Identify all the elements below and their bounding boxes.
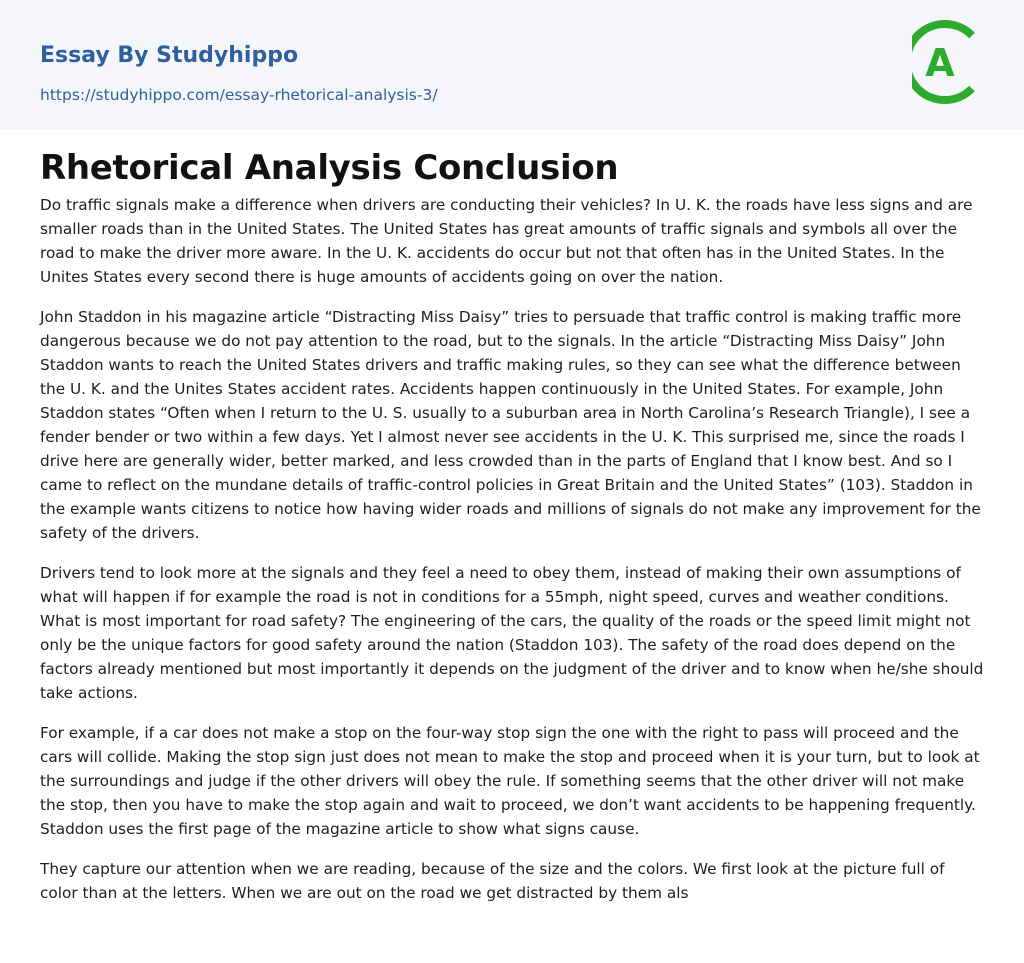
- page-title: Rhetorical Analysis Conclusion: [40, 148, 619, 188]
- article-paragraph: They capture our attention when we are reading, because of the size and the colors. We first look at the picture full of color than at the letters. When we are out on the road we get distracted by them als: [40, 860, 945, 902]
- article-paragraph: John Staddon in his magazine article “Distracting Miss Daisy” tries to persuade that traffic control is making traffic more dangerous because we do not pay attention to the road, but to the signals. In the article “Distracting Miss Daisy” John Staddon wants to reach the United States drivers and traffic making rules, so they can see what the difference between the U. K. and the Unites States accident rates. Accidents happen continuously in the United States. For example, John Staddon states “Often when I return to the U. S. usually to a suburban area in North Carolina’s Research Triangle), I see a fender bender or two within a few days. Yet I almost never see accidents in the U. K. This surprised me, since the roads I drive here are generally wider, better marked, and less crowded than in the parts of England that I know best. And so I came to reflect on the mundane details of traffic-control policies in Great Britain and the United States” (103). Staddon in the example wants citizens to notice how having wider roads and millions of signals do not make any improvement for the safety of the drivers.: [40, 308, 981, 542]
- article-paragraph: Do traffic signals make a difference when drivers are conducting their vehicles? In U. K. the roads have less signs and are smaller roads than in the United States. The United States has great amounts of traffic signals and symbols all over the road to make the driver more aware. In the U. K. accidents do occur but not that often has in the United States. In the Unites States every second there is huge amounts of accidents going on over the nation.: [40, 196, 973, 286]
- studyhippo-logo-icon[interactable]: [912, 18, 988, 106]
- site-header: [0, 0, 1024, 129]
- logo-letter: A: [925, 41, 955, 85]
- article-paragraph: For example, if a car does not make a stop on the four-way stop sign the one with the right to pass will proceed and the cars will collide. Making the stop sign just does not mean to make the stop and proceed when it is your turn, but to look at the surroundings and judge if the other drivers will obey the rule. If something seems that the other driver will not make the stop, then you have to make the stop again and wait to proceed, we don’t want accidents to be happening frequently. Staddon uses the first page of the magazine article to show what signs cause.: [40, 724, 980, 838]
- essay-url-link[interactable]: https://studyhippo.com/essay-rhetorical-analysis-3/: [40, 86, 438, 104]
- article-paragraph: Drivers tend to look more at the signals and they feel a need to obey them, instead of making their own assumptions of what will happen if for example the road is not in conditions for a 55mph, night speed, curves and weather conditions. What is most important for road safety? The engineering of the cars, the quality of the roads or the speed limit might not only be the unique factors for good safety around the nation (Staddon 103). The safety of the road does depend on the factors already mentioned but most importantly it depends on the judgment of the driver and to know when he/she should take actions.: [40, 564, 984, 702]
- article-body: [0, 129, 1024, 905]
- site-title[interactable]: Essay By Studyhippo: [40, 43, 299, 68]
